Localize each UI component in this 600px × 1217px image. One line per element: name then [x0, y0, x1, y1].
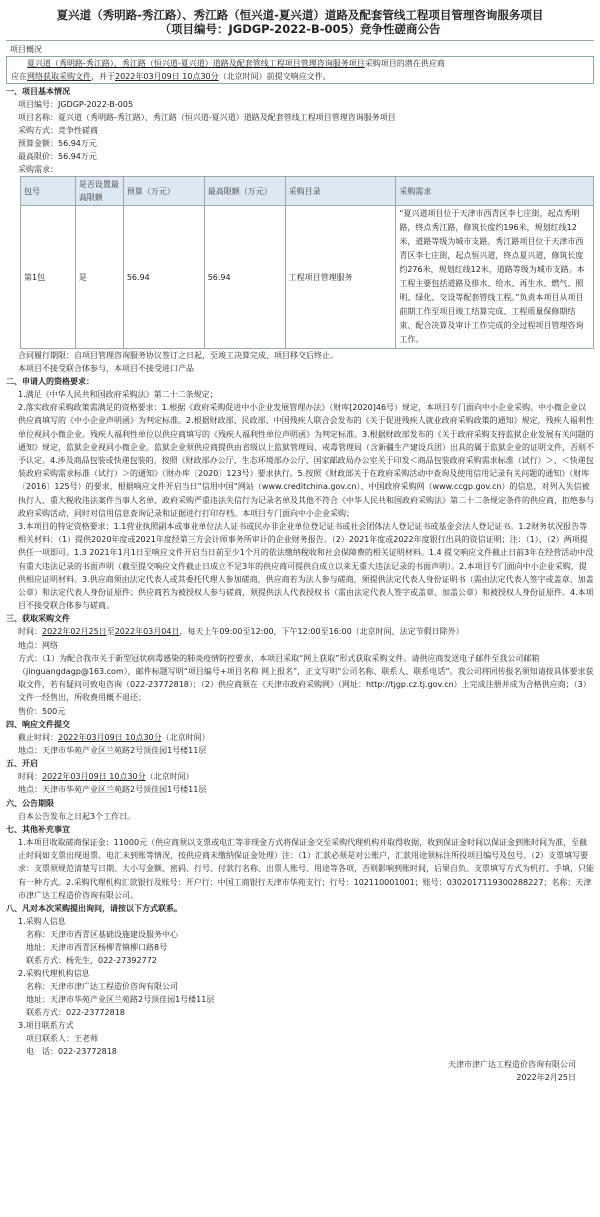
overview-text: ，并于: [91, 72, 115, 81]
overview-project-name: 夏兴道（秀明路-秀江路）、秀江路（恒兴道-夏兴道）道路及配套管线工程项目管理咨询服务项目: [27, 59, 365, 68]
label: （北京时间）: [161, 732, 210, 742]
supplementary-info: 1.本项目收取磋商保证金：11000元（供应商须以支票或电汇等非现金方式将保证金交至采购代理机构并取得收据，收到保证金时间以保证金到账时间为准，至截止时间如支票出现退票、电汇未到账等情况，按供应商未缴纳保证金处理）注：（1）汇款必须是对公账户，汇款用途须标注所投项目编号及包号。（2）支票填写要求：支票须规范清楚写日期、大小写金额、密码、行号、付款行名称、出票人账号、用途等各项，否则影响到账时间，后果自负。支票填写方式为机打、手填，只能有一种方式。2.采购代理机构汇款银行及账号：开户行：中国工商银行天津市华苑支行；行号：102110001001；账号：0302017119300288227；名称：天津市津广达工程造价咨询有限公司。: [18, 837, 594, 900]
contract-period: 合同履行期限：自项目管理咨询服务协议签订之日起，至竣工决算完成、项目移交后终止。: [18, 351, 338, 360]
submit-deadline: [6, 731, 594, 744]
table-cell: 是: [75, 206, 123, 349]
overview-label: 项目概况: [10, 45, 42, 54]
agent-name: 名称：天津市津广达工程造价咨询有限公司: [26, 981, 178, 991]
buyer-contact: 联系方式：杨先生，022-27392772: [26, 955, 157, 965]
table-header: 预算（万元）: [123, 177, 204, 206]
obtain-way: 方式：（1）为配合我市关于新型冠状病毒感染的肺炎疫情防控要求，本项目采取“网上获取”形式获取采购文件。请供应商发送电子邮件至我公司邮箱（jinguangdagp@163.com），邮件标题写明“项目编号+项目名称 网上报名”，正文写明“公司名称、联系人、联系电话”。我公司将回传报名须知请按具体要求获取文件，若有疑问可致电咨询（022-23772818）；（2）供应商须在《天津市政府采购网》（网址：http://tjgp.cz.tj.gov.cn）上完成注册并成为合格供应商；（3）文件一经售出，所收费用概不退还；: [18, 653, 594, 703]
table-cell: 56.94: [204, 206, 285, 349]
agent-address: 地址：天津市华苑产业区兰苑路2号顶佳园1号楼11层: [26, 994, 215, 1004]
section-heading: 三、获取采购文件: [6, 614, 70, 624]
section-heading: 七、其他补充事宜: [6, 824, 70, 834]
notice-period: 自本公告发布之日起3个工作日。: [18, 811, 136, 821]
budget-amount: 预算金额：56.94万元: [18, 139, 97, 148]
open-time: [6, 770, 594, 783]
qualification-paragraph: 1.满足《中华人民共和国政府采购法》第二十二条规定；: [18, 390, 218, 399]
overview-text: 应在: [11, 72, 27, 81]
obtain-time: [6, 625, 594, 638]
section-heading: 一、项目基本情况: [6, 87, 70, 96]
start-date: 2022年02月25日: [42, 627, 107, 637]
section-heading: 六、公告期限: [6, 798, 54, 808]
label: 时间：: [18, 772, 42, 782]
project-code: 项目编号：JGDGP-2022-B-005: [18, 100, 134, 109]
table-header: 采购目录: [285, 177, 396, 206]
table-header: 最高限额（万元）: [204, 177, 285, 206]
table-header: 包号: [21, 177, 76, 206]
buyer-title: 1.采购人信息: [18, 916, 66, 926]
label: （北京时间）: [145, 772, 194, 782]
label: 时间：: [18, 627, 42, 637]
qualification-paragraph: 2.落实政府采购政策需满足的资格要求：1.根据《政府采购促进中小企业发展管理办法》（财库[2020]46号）规定，本项目专门面向中小企业采购。中小微企业以供应商填写的《中小企业声明函》为判定标准。2.根据财政部、民政部、中国残疾人联合会发布的《关于促进残疾人就业政府采购政策的通知》规定，残疾人福利性单位视同小微企业。残疾人福利性单位以供应商填写的《残疾人福利性单位声明函》为判定标准。3.根据财政部发布的《关于政府采购支持监狱企业发展有关问题的通知》规定，监狱企业视同小微企业。监狱企业须供应商提供由省级以上监狱管理局、戒毒管理局（含新疆生产建设兵团）出具的属于监狱企业的证明文件，否则不予认定。4.涉及商品包装或快递包装的，按照《财政部办公厅、生态环境部办公厅、国家邮政局办公室关于印发＜商品包装政府采购需求标准（试行）＞、＜快递包装政府采购需求标准（试行）＞的通知》（财办库〔2020〕123号）要求执行。5.按照《财政部关于在政府采购活动中查询及使用信用记录有关问题的通知》（财库〔2016〕125号）的要求，根据响应文件开启当日“信用中国”网站（www.creditchina.gov.cn）、中国政府采购网（www.ccgp.gov.cn）的信息，对列入失信被执行人、重大税收违法案件当事人名单、政府采购严重违法失信行为记录名单及其他不符合《中华人民共和国政府采购法》第二十二条规定条件的供应商，拒绝参与政府采购活动，同时对信用信息查询记录和证据进行打印存档。本项目专门面向中小企业采购；: [18, 403, 594, 518]
table-header: 采购需求: [396, 177, 594, 206]
contact-person: 项目联系人：王老师: [26, 1033, 98, 1043]
table-cell: 工程项目管理服务: [285, 206, 396, 349]
max-price: 最高限价：56.94万元: [18, 152, 97, 161]
footer-org: 天津市津广达工程造价咨询有限公司: [448, 1059, 576, 1069]
submit-place: 地点：天津市华苑产业区兰苑路2号顶佳园1号楼11层: [18, 746, 207, 756]
obtain-place: 地点：网络: [18, 640, 58, 650]
open-date: 2022年03月09日 10点30分: [42, 772, 146, 782]
end-date: 2022年03月04日: [114, 627, 180, 637]
overview-box: [6, 56, 594, 84]
title-line-2: （项目编号：JGDGP-2022-B-005）竞争性磋商公告: [159, 22, 441, 36]
agent-contact: 联系方式：022-23772818: [26, 1007, 125, 1017]
overview-obtain-way: 网络获取采购文件: [27, 72, 91, 81]
needs-label: 采购需求：: [18, 165, 58, 174]
label: 截止时间：: [18, 732, 58, 742]
buyer-name: 名称：天津市西青区基础设施建设服务中心: [26, 929, 178, 939]
overview-line-2: [11, 70, 593, 83]
buyer-address: 地址：天津市西青区杨柳青镇柳口路8号: [26, 942, 168, 952]
agent-title: 2.采购代理机构信息: [18, 968, 90, 978]
overview-line-1: [11, 57, 593, 70]
section-heading: 五、开启: [6, 759, 38, 769]
label: ，每天上午09:00至12:00，下午12:00至16:00（北京时间，法定节假日除外）: [179, 627, 464, 637]
contact-phone: 电 话：022-23772818: [26, 1046, 117, 1056]
overview-text: 采购项目的潜在供应商: [364, 59, 445, 68]
footer-date: 2022年2月25日: [516, 1072, 576, 1082]
divider: [6, 40, 594, 41]
table-cell: 第1包: [21, 206, 76, 349]
announcement-title: [6, 6, 594, 36]
table-header: 是否设置最高限额: [75, 177, 123, 206]
open-place: 地点：天津市华苑产业区兰苑路2号顶佳园1号楼11层: [18, 785, 207, 795]
table-cell: 56.94: [123, 206, 204, 349]
section-heading: 四、响应文件提交: [6, 719, 70, 729]
contact-title: 3.项目联系方式: [18, 1020, 74, 1030]
section-heading: 八、凡对本次采购提出询问，请按以下方式联系。: [6, 903, 182, 913]
table-header-row: [21, 177, 594, 206]
deadline-date: 2022年03月09日 10点30分: [58, 732, 162, 742]
overview-section: [6, 43, 594, 84]
qualification-paragraph: 3.本项目的特定资格要求：1.1营业执照副本或事业单位法人证书或民办非企业单位登记证书或社会团体法人登记证书或基金会法人登记证书。1.2财务状况报告等相关材料：（1）提供2020年度或2021年度经第三方会计师事务所审计的企业财务报告。（2）2021年度或2022年度银行出具的资信证明；注：（1）、（2）两项提供任一项即可。1.3 2021年1月1日至响应文件开启当日前至少1个月的依法缴纳税收和社会保障费的相关证明材料。1.4 提交响应文件截止日前3年在经营活动中没有重大违法记录的书面声明（截至提交响应文件截止日成立不足3年的供应商可提供自成立以来无重大违法记录的书面声明）。2.本项目专门面向中小企业采购，提供相应证明材料。3.供应商须由法定代表人或其委托代理人参加磋商，供应商若为法人参与磋商，须提供法定代表人身份证明书（需由法定代表人签字或盖章、加盖公章）和法定代表人身份证原件；供应商若为被授权人参与磋商，须提供法人代表授权书（需由法定代表人签字或盖章、加盖公章）和被授权人身份证原件。4.本项目不接受联合体参与磋商。: [18, 522, 594, 611]
project-name: 项目名称：夏兴道（秀明路-秀江路）、秀江路（恒兴道-夏兴道）道路及配套管线工程项目管理咨询服务项目: [18, 113, 396, 122]
table-cell: “夏兴道项目位于天津市西青区李七庄街，起点秀明路，终点秀江路，修筑长度约196米，规划红线12米，道路等级为城市支路。秀江路项目位于天津市西青区李七庄街，起点恒兴道，终点夏兴道，修筑长度约276米，规划红线12米，道路等级为城市支路。本工程主要包括道路及排水、给水、再生水、燃气、照明、绿化、交设等配套管线工程。”负责本项目从项目前期工作至项目竣工结算完成、工程质量保修期结束、配合决算及审计工作完成的全过程项目管理咨询工作。: [396, 206, 594, 349]
title-line-1: 夏兴道（秀明路-秀江路）、秀江路（恒兴道-夏兴道）道路及配套管线工程项目管理咨询服务项目: [56, 8, 544, 22]
overview-deadline: 2022年03月09日 10点30分: [115, 72, 219, 81]
label: 至: [106, 627, 115, 637]
section-heading: 二、申请人的资格要求：: [6, 377, 94, 386]
consortium-note: 本项目不接受联合体参与，本项目不接受进口产品: [18, 364, 194, 373]
obtain-price: 售价：500元: [18, 706, 66, 716]
overview-text: （北京时间）前提交响应文件。: [218, 72, 331, 81]
table-row: [21, 206, 594, 349]
procurement-method: 采购方式：竞争性磋商: [18, 126, 98, 135]
procurement-table: [20, 176, 594, 349]
